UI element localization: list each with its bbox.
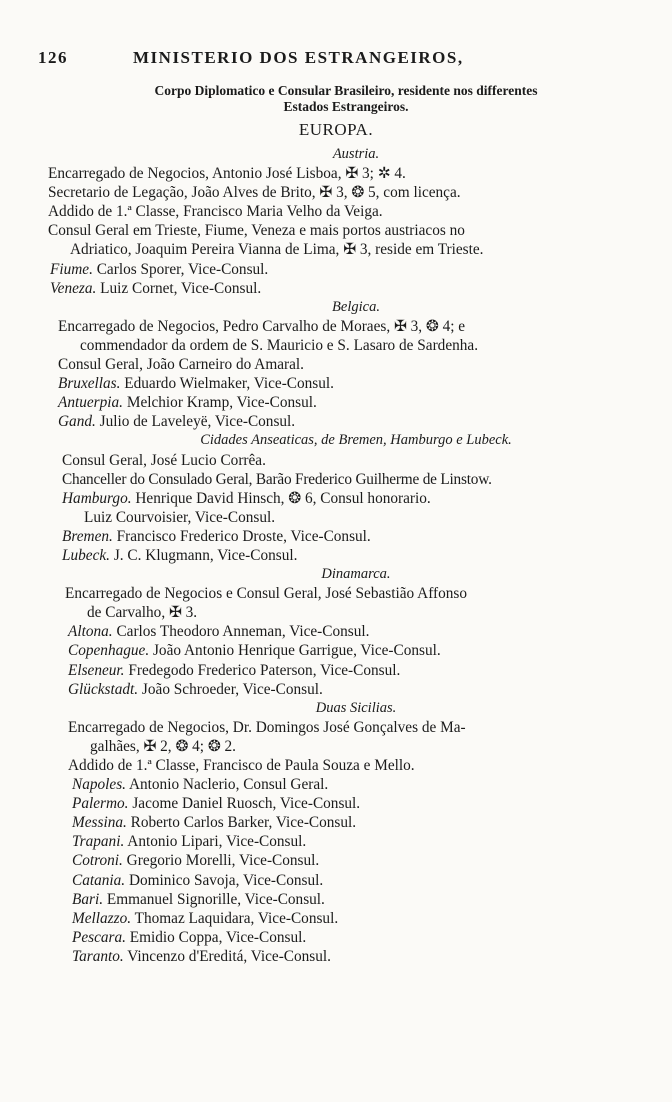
place-name: Bruxellas. bbox=[58, 375, 121, 393]
entry-line: Secretario de Legação, João Alves de Brito, ✠ 3, ❂ 5, com licença. bbox=[48, 184, 461, 202]
entry-line bbox=[50, 260, 672, 279]
entry-text: Eduardo Wielmaker, Vice-Consul. bbox=[120, 375, 334, 393]
entry-text: J. C. Klugmann, Vice-Consul. bbox=[110, 546, 298, 564]
place-name: Pescara. bbox=[72, 928, 126, 946]
entry-line: Adriatico, Joaquim Pereira Vianna de Lima, ✠ 3, reside em Trieste. bbox=[70, 241, 484, 259]
subtitle-line: Estados Estrangeiros. bbox=[283, 99, 409, 114]
place-name: Gand. bbox=[58, 413, 96, 431]
entry-line bbox=[68, 661, 672, 680]
entry-line: de Carvalho, ✠ 3. bbox=[87, 604, 198, 622]
entry-text: Emidio Coppa, Vice-Consul. bbox=[125, 928, 307, 946]
country-heading-belgica: Belgica. bbox=[332, 298, 380, 315]
entry-text: Dominico Savoja, Vice-Consul. bbox=[125, 871, 324, 889]
place-name: Taranto. bbox=[72, 947, 124, 965]
entry-text: Vincenzo d'Ereditá, Vice-Consul. bbox=[123, 947, 331, 965]
place-name: Altona. bbox=[68, 623, 113, 641]
place-name: Catania. bbox=[72, 871, 126, 889]
running-title: MINISTERIO DOS ESTRANGEIROS, bbox=[133, 48, 464, 67]
entry-line bbox=[68, 680, 672, 699]
entry-line: Chanceller do Consulado Geral, Barão Frederico Guilherme de Linstow. bbox=[62, 470, 492, 488]
entry-line bbox=[72, 871, 672, 890]
entry-line bbox=[72, 775, 672, 794]
entry-line bbox=[62, 489, 672, 508]
entry-text: Gregorio Morelli, Vice-Consul. bbox=[122, 852, 320, 870]
section-title: EUROPA. bbox=[298, 120, 374, 139]
entry-line bbox=[72, 909, 672, 928]
entry-line bbox=[72, 890, 672, 909]
entry-line: Encarregado de Negocios e Consul Geral, José Sebastião Affonso bbox=[65, 585, 468, 603]
place-name: Elseneur. bbox=[68, 661, 125, 679]
entry-text: Emmanuel Signorille, Vice-Consul. bbox=[103, 890, 325, 908]
place-name: Napoles. bbox=[72, 776, 126, 794]
entry-line: Consul Geral em Trieste, Fiume, Veneza e mais portos austriacos no bbox=[48, 222, 465, 240]
country-heading-dinamarca: Dinamarca. bbox=[321, 566, 391, 583]
entry-text: Antonio Lipari, Vice-Consul. bbox=[124, 833, 307, 851]
place-name: Mellazzo. bbox=[72, 909, 132, 927]
content bbox=[0, 145, 672, 966]
country-heading-duas-sicilias: Duas Sicilias. bbox=[315, 699, 397, 716]
place-name: Bari. bbox=[72, 890, 104, 908]
place-name: Veneza. bbox=[50, 279, 97, 297]
country-heading-austria: Austria. bbox=[332, 146, 380, 162]
entry-text: Thomaz Laquidara, Vice-Consul. bbox=[131, 909, 339, 927]
entry-line bbox=[62, 546, 672, 565]
entry-text: Henrique David Hinsch, ❂ 6, Consul honorario. bbox=[131, 489, 431, 507]
place-name: Antuerpia. bbox=[58, 394, 124, 412]
entry-line bbox=[68, 641, 672, 660]
entry-text: Fredegodo Frederico Paterson, Vice-Consul. bbox=[124, 661, 401, 679]
entry-text: Francisco Frederico Droste, Vice-Consul. bbox=[112, 527, 371, 545]
page-number: 126 bbox=[38, 48, 68, 67]
subtitle bbox=[50, 83, 642, 115]
entry-text: Jacome Daniel Ruosch, Vice-Consul. bbox=[128, 795, 361, 813]
entry-line: Encarregado de Negocios, Pedro Carvalho de Moraes, ✠ 3, ❂ 4; e bbox=[58, 317, 466, 335]
place-name: Glückstadt. bbox=[68, 680, 139, 698]
entry-line bbox=[58, 412, 672, 431]
entry-line bbox=[72, 851, 672, 870]
entry-line: Luiz Courvoisier, Vice-Consul. bbox=[84, 508, 276, 526]
country-heading-hanseaticas: Cidades Anseaticas, de Bremen, Hamburgo e Lubeck. bbox=[200, 432, 512, 449]
entry-line: Encarregado de Negocios, Antonio José Lisboa, ✠ 3; ✲ 4. bbox=[48, 165, 406, 183]
place-name: Hamburgo. bbox=[62, 489, 132, 507]
entry-text: João Antonio Henrique Garrigue, Vice-Consul. bbox=[149, 642, 441, 660]
place-name: Messina. bbox=[72, 814, 127, 832]
entry-line bbox=[62, 527, 672, 546]
entry-line bbox=[72, 794, 672, 813]
entry-line: commendador da ordem de S. Mauricio e S. Lasaro de Sardenha. bbox=[80, 336, 479, 354]
entry-line: Consul Geral, João Carneiro do Amaral. bbox=[58, 356, 304, 374]
entry-text: Roberto Carlos Barker, Vice-Consul. bbox=[126, 814, 357, 832]
entry-line bbox=[72, 928, 672, 947]
entry-line bbox=[50, 279, 672, 298]
entry-text: João Schroeder, Vice-Consul. bbox=[138, 680, 323, 698]
place-name: Copenhague. bbox=[68, 642, 150, 660]
entry-line: galhães, ✠ 2, ❂ 4; ❂ 2. bbox=[90, 737, 236, 755]
entry-line bbox=[68, 622, 672, 641]
entry-line bbox=[72, 813, 672, 832]
entry-text: Luiz Cornet, Vice-Consul. bbox=[96, 279, 262, 297]
subtitle-line: Corpo Diplomatico e Consular Brasileiro, residente nos differentes bbox=[154, 83, 538, 98]
entry-line bbox=[72, 832, 672, 851]
entry-text: Carlos Sporer, Vice-Consul. bbox=[92, 260, 269, 278]
place-name: Trapani. bbox=[72, 833, 125, 851]
entry-line bbox=[58, 374, 672, 393]
place-name: Fiume. bbox=[50, 260, 93, 278]
place-name: Lubeck. bbox=[62, 546, 110, 564]
entry-text: Antonio Naclerio, Consul Geral. bbox=[125, 776, 329, 794]
entry-text: Melchior Kramp, Vice-Consul. bbox=[123, 394, 317, 412]
entry-line: Addido de 1.ª Classe, Francisco de Paula Souza e Mello. bbox=[68, 757, 415, 774]
place-name: Cotroni. bbox=[72, 852, 123, 870]
entry-text: Julio de Laveleyë, Vice-Consul. bbox=[95, 413, 296, 431]
entry-line: Consul Geral, José Lucio Corrêa. bbox=[62, 451, 266, 469]
place-name: Palermo. bbox=[72, 795, 129, 813]
entry-line bbox=[58, 393, 672, 412]
entry-line bbox=[72, 947, 672, 966]
entry-line: Encarregado de Negocios, Dr. Domingos José Gonçalves de Ma- bbox=[68, 718, 466, 736]
page-header bbox=[38, 48, 638, 74]
entry-line: Addido de 1.ª Classe, Francisco Maria Velho da Veiga. bbox=[48, 203, 383, 221]
place-name: Bremen. bbox=[62, 527, 113, 545]
entry-text: Carlos Theodoro Anneman, Vice-Consul. bbox=[112, 623, 370, 641]
